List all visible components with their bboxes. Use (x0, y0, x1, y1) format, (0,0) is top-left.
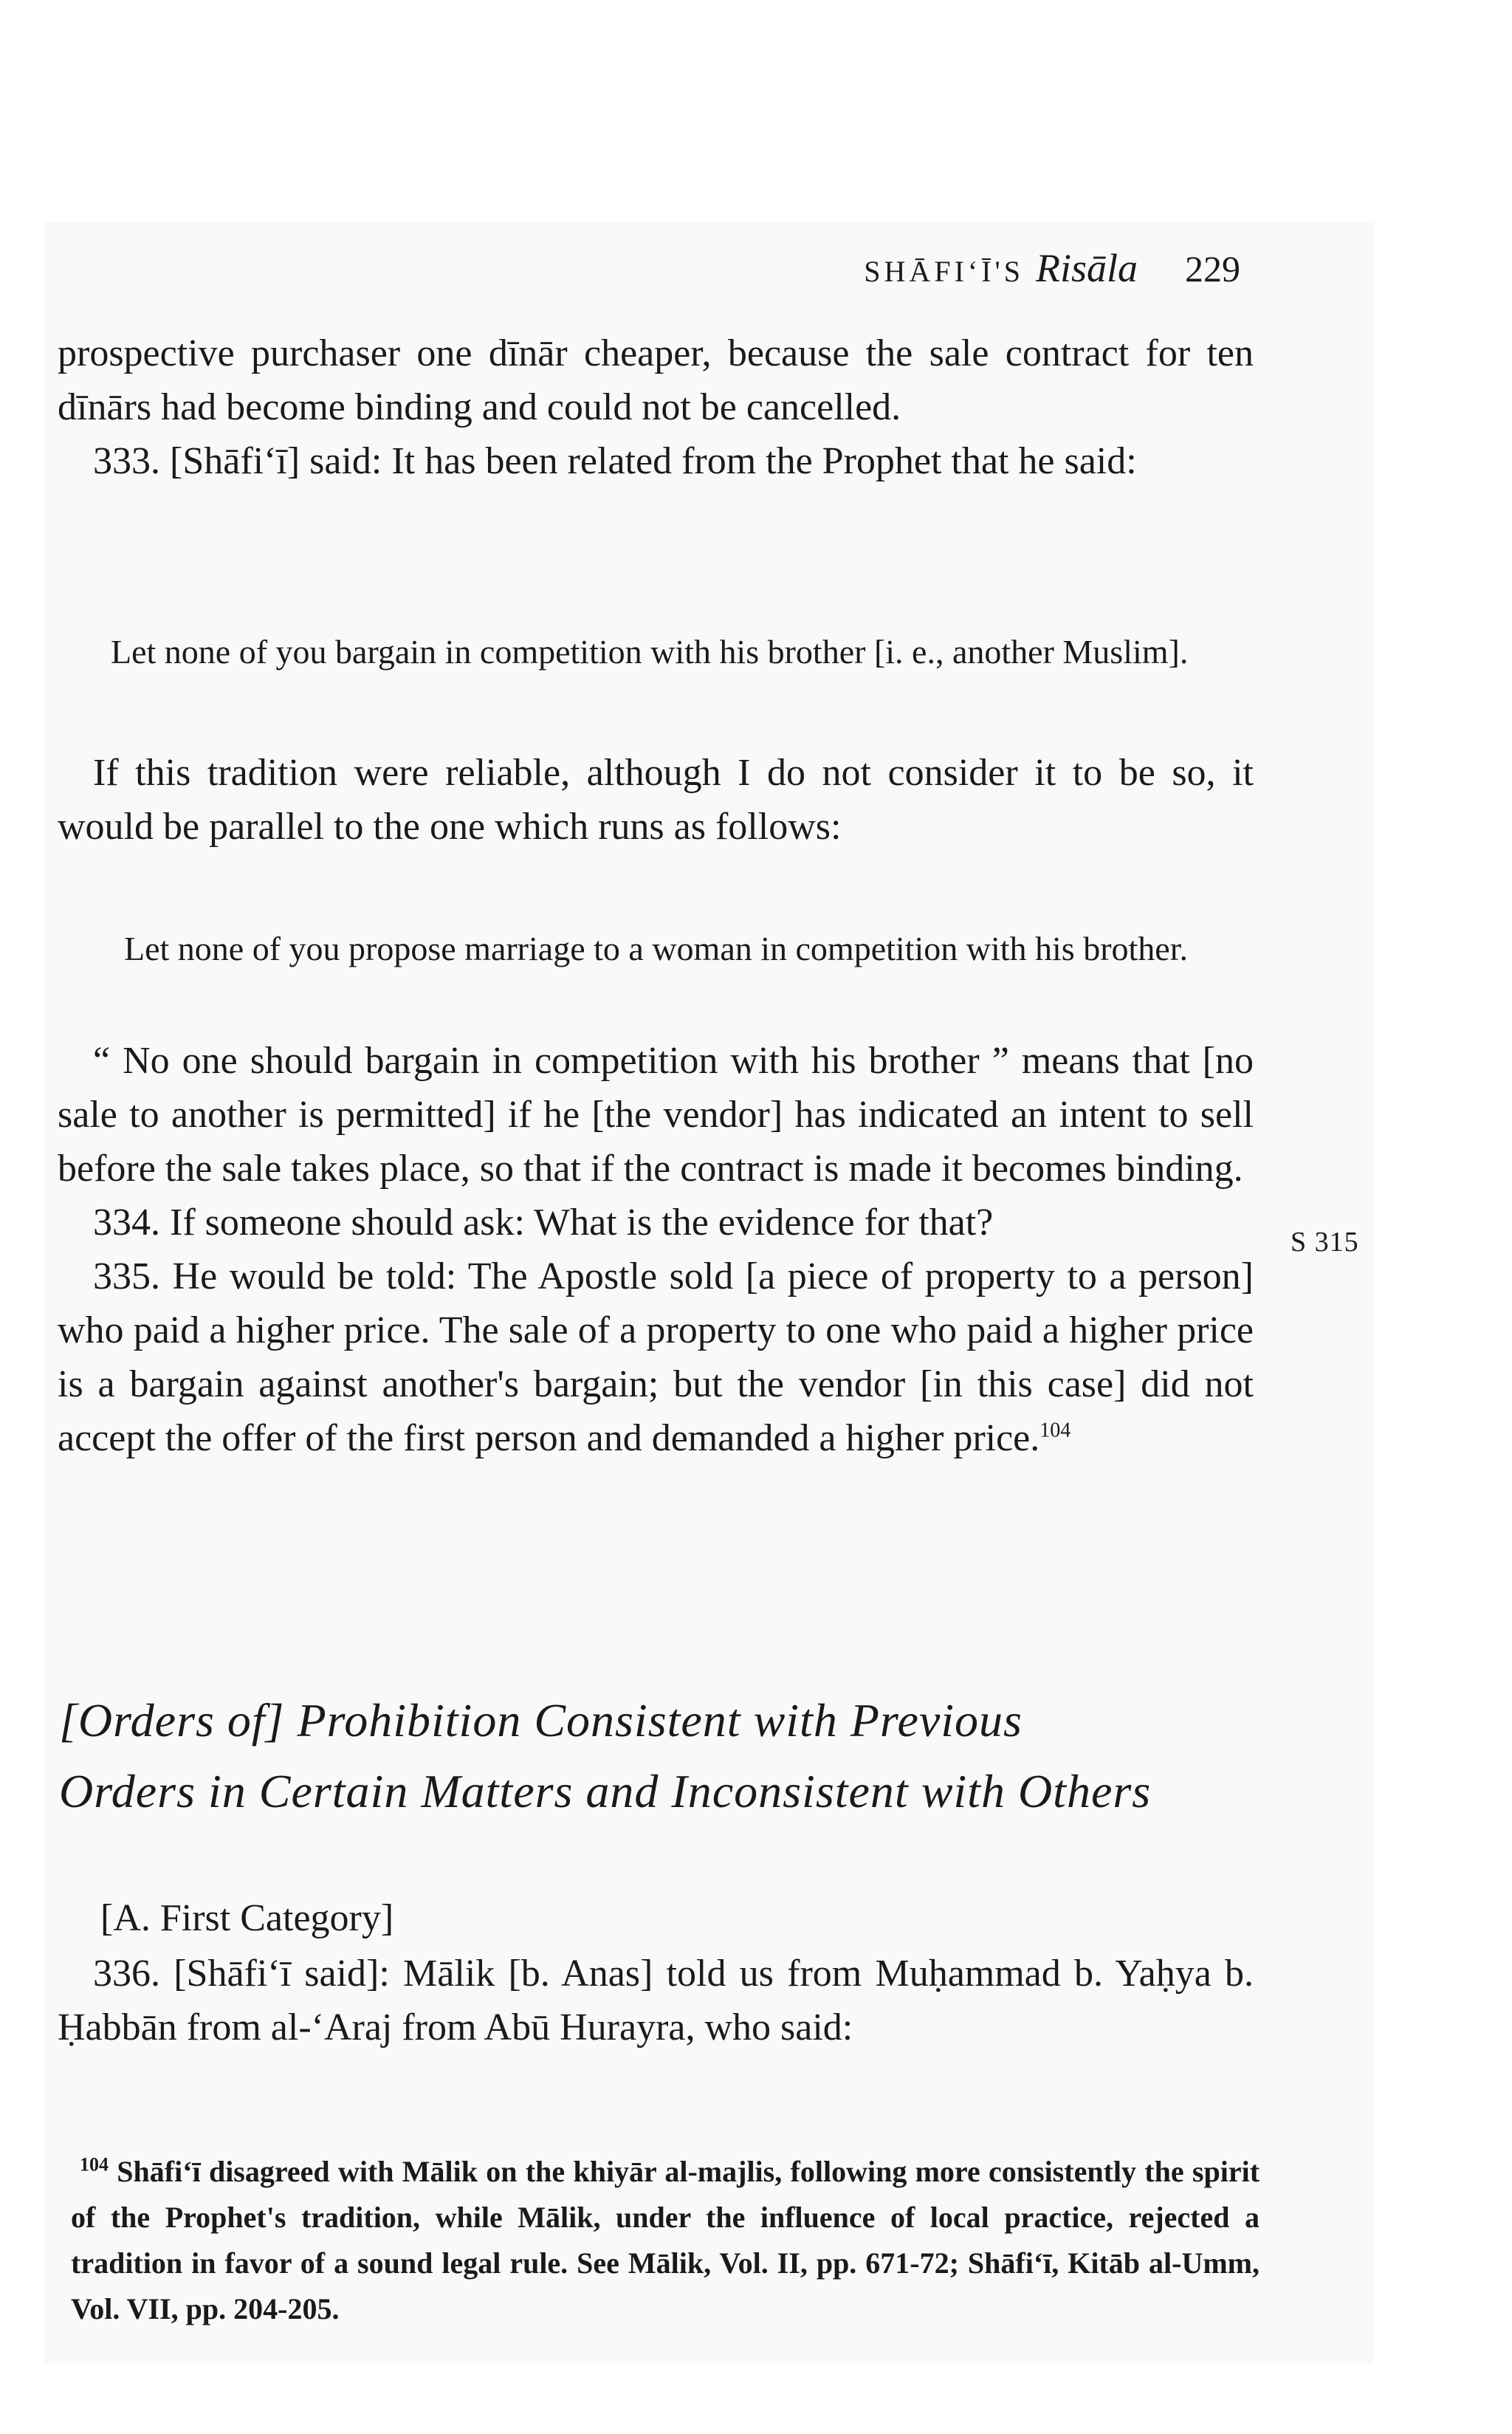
block-quote-1 (97, 628, 1322, 676)
paragraph-336: 336. [Shāfiʻī said]: Mālik [b. Anas] told us from Muḥammad b. Yaḥya b. Ḥabbān from al-ʻAraj from Abū Hurayra, who said: (58, 1953, 1254, 2049)
page-number: 229 (1185, 248, 1240, 289)
body-text-block-3 (58, 1034, 1254, 1465)
running-head-work: Risāla (1035, 246, 1138, 290)
paragraph-reliability: If this tradition were reliable, although I do not consider it to be so, it would be parallel to the one which runs as follows: (58, 752, 1254, 848)
subsection-heading: [A. First Category] (100, 1897, 394, 1939)
margin-reference: S 315 (1291, 1227, 1359, 1258)
block-quote-2 (111, 925, 1320, 973)
body-text-block-4 (58, 1947, 1254, 2054)
section-heading (59, 1685, 1285, 1827)
footnote-reference[interactable]: 104 (1040, 1419, 1071, 1442)
section-heading-line-1: [Orders of] Prohibition Consistent with Previous (59, 1694, 1023, 1746)
footnote-number: 104 (80, 2153, 109, 2176)
quote-marriage: Let none of you propose marriage to a woman in competition with his brother. (124, 930, 1189, 967)
paragraph-333: 333. [Shāfiʻī] said: It has been related from the Prophet that he said: (93, 440, 1137, 482)
running-head-author: SHĀFIʻĪ'S (864, 255, 1024, 288)
paragraph-335-text: 335. He would be told: The Apostle sold [a piece of property to a person] who paid a higher price. The sale of a property to one who paid a higher price is a bargain against another's bargain; but the vendor [in this case] did not accept the offer of the first person and demanded a higher price. (58, 1255, 1254, 1459)
body-text-block-1 (58, 326, 1254, 488)
footnote-text: Shāfiʻī disagreed with Mālik on the khiyār al-majlis, following more consistently the spirit of the Prophet's tradition, while Mālik, under the influence of local practice, rejected a tradition in favor of a sound legal rule. See Mālik, Vol. II, pp. 671-72; Shāfiʻī, Kitāb al-Umm, Vol. VII, pp. 204-205. (71, 2155, 1260, 2325)
running-head (709, 245, 1240, 297)
body-text-block-2 (58, 746, 1254, 854)
section-heading-line-2: Orders in Certain Matters and Inconsistent with Others (59, 1765, 1152, 1817)
paragraph-334: 334. If someone should ask: What is the evidence for that? (93, 1201, 994, 1244)
paragraph-335 (58, 1249, 1254, 1465)
paragraph-meaning: “ No one should bargain in competition with his brother ” means that [no sale to another is permitted] if he [the vendor] has indicated an intent to sell before the sale takes place, so that if the contract is made it becomes binding. (58, 1040, 1254, 1190)
footnote (71, 2149, 1260, 2332)
quote-bargain: Let none of you bargain in competition with his brother [i. e., another Muslim]. (111, 633, 1189, 671)
paragraph-332-continued: prospective purchaser one dīnār cheaper, because the sale contract for ten dīnārs had become binding and could not be cancelled. (58, 332, 1254, 428)
